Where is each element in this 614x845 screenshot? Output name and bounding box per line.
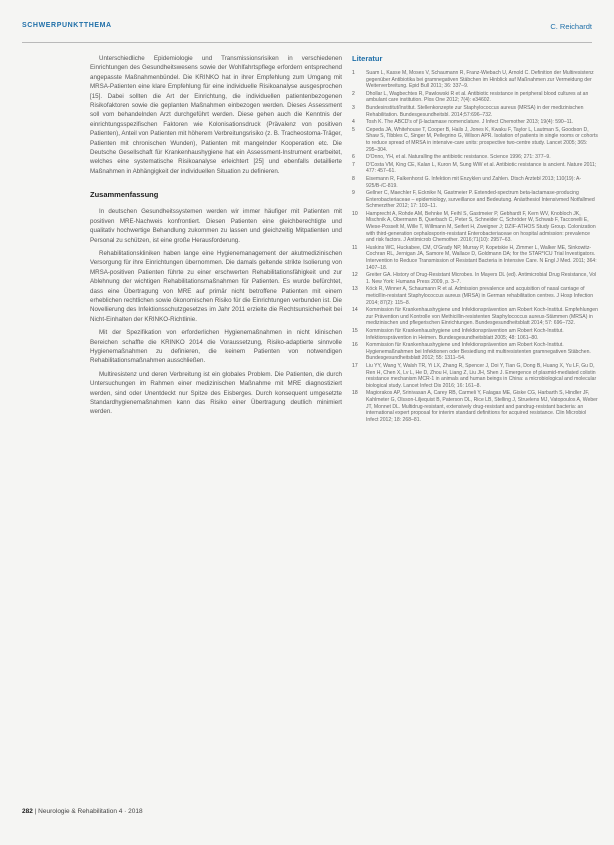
reference-item bbox=[352, 70, 598, 90]
reference-item bbox=[352, 162, 598, 175]
reference-item bbox=[352, 307, 598, 327]
reference-text: Greiter GA. History of Drug-Resistant Microbes. In Mayers DL (ed). Antimicrobial Drug Resistance, Vol 1. New York: Humana Press 2009, p. 3–7. bbox=[366, 272, 597, 285]
reference-number: 4 bbox=[352, 119, 355, 126]
reference-item bbox=[352, 363, 598, 389]
reference-item bbox=[352, 105, 598, 118]
right-column bbox=[352, 54, 598, 799]
reference-text: Kommission für Krankenhaushygiene und Infektionsprävention am Robert Koch-Institut. Empfehlungen zur Prävention und Kontrolle von Methicillin-resistenten Staphylococcus aureus-Stämmen (MRSA) in medizinischen und pflegerischen Einrichtungen. Bundesgesundheitsblatt 2014; 57: 696–732. bbox=[366, 307, 598, 327]
reference-item bbox=[352, 176, 598, 189]
reference-item bbox=[352, 342, 598, 362]
reference-text: Suam L, Kasse M, Moses V, Schaumann R, Franz-Wiebach U, Arnold C. Definition der Multiresistenz gegenüber Antibiotika bei gramnegativen Stäbchen im Hinblick auf Maßnahmen zur Vermeidung der Weiterverbreitung. Epid Bull 2011; 36: 337–9. bbox=[366, 70, 594, 90]
summary-paragraph: In deutschen Gesundheitssystemen werden wir immer häufiger mit Patienten mit positiven MRE-Nachweis konfrontiert. Diesen Patienten eine gleichberechtigte und qualitativ hochwertige Behandlung zukommen zu lassen und gleichzeitig Mitpatienten und Personal zu schützen, ist eine große Herausforderung. bbox=[90, 208, 342, 244]
reference-text: Eisemann R, Falkenhorst G. Infektion mit Enzyklen und Zahlen. Dtsch Arztebl 2013; 110(19): A-925/B-/C-819. bbox=[366, 175, 582, 189]
reference-list bbox=[352, 70, 598, 423]
reference-item bbox=[352, 127, 598, 153]
reference-number: 10 bbox=[352, 210, 358, 217]
reference-item bbox=[352, 272, 598, 285]
reference-text: Dhollar L, Wagbechtes R, Pawlowski R et al. Antibiotic resistance in peripheral blood cultures at an ambulant care institution. Plos One 2012; 7(4): e34602. bbox=[366, 90, 589, 104]
section-title: SCHWERPUNKTTHEMA bbox=[22, 22, 112, 29]
page-footer bbox=[22, 808, 143, 815]
reference-number: 13 bbox=[352, 286, 358, 293]
reference-number: 1 bbox=[352, 70, 355, 76]
left-column bbox=[90, 54, 342, 799]
reference-number: 18 bbox=[352, 390, 358, 397]
reference-text: Kommission für Krankenhaushygiene und Infektionsprävention am Robert Koch-Institut. Infektionsprävention in Heimen. Bundesgesundheitsblatt 2005; 48: 1061–80. bbox=[366, 327, 564, 341]
reference-item bbox=[352, 154, 598, 161]
reference-number: 5 bbox=[352, 126, 355, 133]
reference-item bbox=[352, 119, 598, 126]
reference-text: Liu YY, Wang Y, Walsh TR, Yi LX, Zhang R, Spencer J, Doi Y, Tian G, Dong B, Huang X, Yu LF, Gu D, Ren H, Chen X, Lv L, He D, Zhou H, Liang Z, Liu JH, Shen J. Emergence of plasmid-mediated colistin resistance mechanism MCR-1 in animals and human beings in China: a microbiological and molecular biological study. Lancet Infect Dis 2016; 16: 161–8. bbox=[366, 362, 597, 389]
summary-section bbox=[90, 207, 342, 417]
reference-number: 7 bbox=[352, 161, 355, 168]
reference-item bbox=[352, 328, 598, 341]
reference-number: 11 bbox=[352, 244, 358, 251]
footer-separator: | bbox=[34, 808, 39, 815]
reference-number: 14 bbox=[352, 307, 358, 314]
reference-number: 12 bbox=[352, 272, 358, 279]
reference-item bbox=[352, 390, 598, 423]
reference-text: Hamprecht A, Rohde AM, Behnke M, Feihl S, Gastmeier P, Gebhardt F, Kern WV, Knobloch JK, Mischnik A, Obermann B, Querbach C, Peter S, Schneider C, Schröder W, Schwab F, Tacconelli E, Wiese-Posselt M, Wille T, Willmann M, Seifert H, Zweigner J; DZIF-ATHOS Study Group. Colonization with third-generation cephalosporin-resistant Enterobacteriaceae on hospital admission: prevalence and risk factors. J Antimicrob Chemother. 2016;71(10): 2957–63. bbox=[366, 210, 596, 244]
reference-text: D'Costa VM, King CE, Kalan L, Kuron M, Sung WW et al. Antibiotic resistance is ancient. Nature 2011; 477: 457–61. bbox=[366, 161, 597, 175]
page-number: 282 bbox=[22, 808, 33, 815]
reference-text: D'Onno, YH, et al. Naturalling the antibiotic resistance. Science 1996; 271: 377–9. bbox=[366, 154, 551, 161]
reference-number: 9 bbox=[352, 190, 355, 197]
author-name: C. Reichardt bbox=[550, 22, 592, 31]
summary-paragraph: Rehabilitationskliniken haben lange eine Hygienemanagement der akutmedizinischen Versorgung für ihre Einrichtungen übernommen. Die damals geltende strikte Isolierung von MRSA-positiven Patienten führte zu einer erschwerten Rehabilitationsfähigkeit und zur Ablehnung der wichtigen Rehabilitationsmaßnahmen für Patienten. Es wurde befürchtet, dass eine Übertragung von MRE auf primär nicht betroffene Patienten mit einem erheblichen rechtlichen sowie ökonomischen Risiko für die Einrichtungen verbunden ist. Die Novellierung des Infektionsschutzgesetzes im Jahr 2011 erzielte die Rechtsunsicherheit bei Nicht-Einhalten der KRINKO-Richtlinie. bbox=[90, 249, 342, 323]
reference-text: Kommission für Krankenhaushygiene und Infektionsprävention am Robert Koch-Institut. Hygienemaßnahmen bei Infektionen oder Besiedlung mit multiresistenten gramnegativen Stäbchen. Bundesgesundheitsblatt 2012; 55: 1311–54. bbox=[366, 342, 591, 362]
reference-number: 6 bbox=[352, 154, 355, 161]
reference-item bbox=[352, 91, 598, 104]
reference-number: 15 bbox=[352, 327, 358, 334]
reference-number: 17 bbox=[352, 362, 358, 369]
reference-text: Gellner C, Maechler F, Ecknike N, Gastmeier P. Extended-spectrum beta-lactamase-producing Enterobacteriaceae – epidemiology, surveillance and Bedeutung. Anästhesiol Intensivmed Notfallmed Schmerzther 2012; 17: 103–11. bbox=[366, 190, 595, 210]
reference-text: Cepeda JA, Whitehouse T, Cooper B, Hails J, Jones K, Kwaku F, Taylor L, Lautman S, Goodson D, Shaw S, Tibbles C, Singer M, Pellegrino G, Wilson APR. Isolation of patients in single rooms or cohorts to reduce spread of MRSA in intensive-care units: prospective two-centre study. Lancet 2005; 365: 295–304. bbox=[366, 126, 598, 153]
journal-name: Neurologie & Rehabilitation 4 · 2018 bbox=[38, 808, 143, 815]
reference-number: 3 bbox=[352, 104, 355, 111]
page-header bbox=[22, 22, 592, 32]
summary-paragraph: Mit der Spezifikation von erforderlichen Hygienemaßnahmen in nicht klinischen Bereichen schaffte die KRINKO 2014 die Voraussetzung, Risiko-adaptierte sinnvolle Hygienemaßnahmen zu definieren, die keinem Patienten von notwendigen Rehabilitationsmaßnahmen ausschließen. bbox=[90, 329, 342, 365]
reference-text: Magiorakos AP, Srinivasan A, Carey RB, Carmeli Y, Falagas ME, Giske CG, Harbarth S, Hindler JF, Kahlmeter G, Olsson-Liljequist B, Paterson DL, Rice LB, Stelling J, Struelens MJ, Vatopoulos A, Weber JT, Monnet DL. Multidrug-resistant, extensively drug-resistant and pandrug-resistant bacteria: an international expert proposal for interim standard definitions for acquired resistance. Clin Microbiol Infect 2012; 18: 268–81. bbox=[366, 390, 598, 423]
reference-text: Tosh K. The ABCD's of β-lactamase nomenclature. J Infect Chemother 2013; 19(4): 590–11. bbox=[366, 119, 574, 126]
reference-number: 16 bbox=[352, 342, 358, 349]
reference-text: Köck R, Winner A, Schaumann R et al. Admission prevalence and acquisition of nasal carriage of meticillin-resistant Staphylococcus aureus (MRSA) in German rehabilitation centres. J Hosp Infection 2014; 87(2): 115–8. bbox=[366, 286, 594, 306]
reference-number: 2 bbox=[352, 90, 355, 97]
reference-item bbox=[352, 190, 598, 210]
reference-text: Huskins WC, Huckabee, CM, O'Grady NP, Murray P, Kopetskie H, Zimmer L, Walker ME, Sinkowitz-Cochran RL, Jernigan JA, Samore M, Wallace D, Goldmann DA; for the STAR*ICU Trial Investigators. Intervention to Reduce Transmission of Resistant Bacteria in Intensive Care. N Engl J Med. 2011; 364: 1407–18. bbox=[366, 244, 597, 271]
intro-paragraph: Unterschiedliche Epidemiologie und Transmissionsrisiken in verschiedenen Einrichtungen des Gesundheitswesens sowie der Wohlfahrtspflege erfordern entsprechend angepasste Maßnahmenbündel. Die KRINKO hat in ihrer Empfehlung zum Umgang mit MRSA-Patienten eine klare Empfehlung für eine individuelle Risikoanalyse ausgesprochen [15]. Dabei sollten die Art der Einrichtung, die individuellen patientenbezogenen Risikofaktoren sowie die geplanten Maßnahmen einbezogen werden. Dieses Assessment soll vom behandelnden Arzt durchgeführt werden. Diese gehen auch die Kenntnis der einrichtungsspezifischen Faktoren wie Kolonisationsdruck (Prävalenz von positiven Patienten), Anteil von Patienten mit höherem Verbreitungsrisiko (z. B. Tracheostoma-Träger, Patienten mit chronischen Wunden), Patienten mit mangelnder Kooperation etc. Die Deutsche Gesellschaft für Krankenhaushygiene hat ein Assessment-Instrument erarbeitet, welches eine systematische Risikoanalyse erleichtert [25] und ebenfalls detaillierte Maßnahmen in Abhängigkeit der individuellen Situation zu definieren. bbox=[90, 55, 342, 175]
header-divider bbox=[22, 42, 592, 43]
summary-heading: Zusammenfassung bbox=[90, 190, 159, 200]
reference-number: 8 bbox=[352, 175, 355, 182]
reference-item bbox=[352, 211, 598, 244]
summary-paragraph: Multiresistenz und deren Verbreitung ist ein globales Problem. Die Patienten, die durch Untersuchungen im Rahmen einer medizinischen Maßnahme mit MRE diagnostiziert werden, sind oder Unentdeckt nur Spitze des Eisberges. Durch konsequent umgesetzte Standardhygienemaßnahmen kann das Risiko einer Übertragung deutlich minimiert werden. bbox=[90, 370, 342, 416]
literature-heading: Literatur bbox=[352, 54, 383, 63]
reference-item bbox=[352, 286, 598, 306]
reference-text: Bundesinstitut/Institut. Stellenkonzepte zur Staphylococcus aureus (MRSA) in der medizinischen Rehabilitation. Bundesgesundheitsbl. 2014;57:696–732. bbox=[366, 104, 584, 118]
reference-item bbox=[352, 245, 598, 271]
